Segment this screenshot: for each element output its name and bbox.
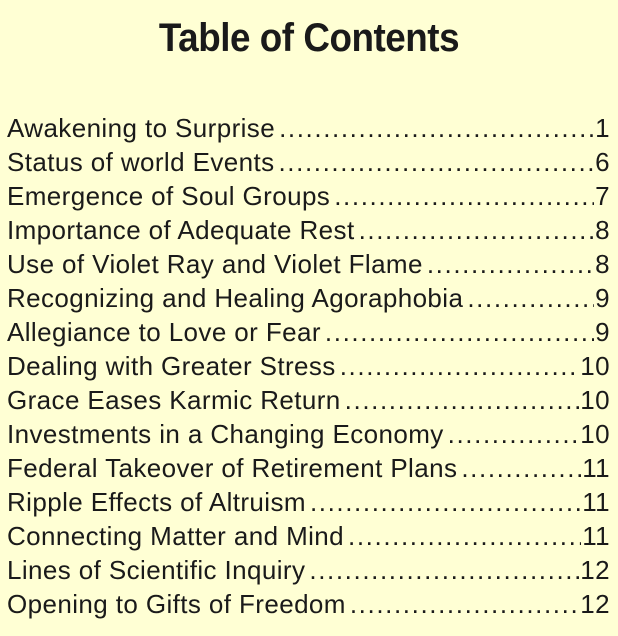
toc-entry — [7, 383, 610, 417]
dot-leader — [350, 587, 579, 621]
dot-leader — [278, 145, 594, 179]
toc-list — [7, 111, 610, 621]
dot-leader — [348, 519, 581, 553]
toc-entry-title: Emergence of Soul Groups — [7, 181, 331, 211]
toc-entry-page-number: 9 — [595, 283, 610, 313]
toc-entry — [7, 281, 610, 315]
dot-leader — [359, 213, 595, 247]
toc-entry-page-number: 10 — [580, 351, 610, 381]
toc-entry-title: Opening to Gifts of Freedom — [7, 589, 346, 619]
toc-entry — [7, 587, 610, 621]
toc-entry-page-number: 12 — [580, 555, 610, 585]
toc-entry — [7, 519, 610, 553]
toc-entry-page-number: 12 — [580, 589, 610, 619]
toc-entry-title: Dealing with Greater Stress — [7, 351, 336, 381]
dot-leader — [340, 349, 580, 383]
toc-entry-page-number: 8 — [595, 249, 610, 279]
toc-entry-page-number: 1 — [595, 113, 610, 143]
toc-entry — [7, 315, 610, 349]
toc-entry-page-number: 7 — [595, 181, 610, 211]
dot-leader — [461, 451, 581, 485]
page-title: Table of Contents — [158, 16, 460, 60]
toc-entry-page-number: 6 — [595, 147, 610, 177]
toc-entry — [7, 111, 610, 145]
dot-leader — [310, 485, 581, 519]
dot-leader — [334, 179, 594, 213]
toc-entry — [7, 485, 610, 519]
toc-entry-title: Ripple Effects of Altruism — [7, 487, 306, 517]
toc-entry — [7, 213, 610, 247]
dot-leader — [325, 315, 594, 349]
toc-entry-page-number: 8 — [595, 215, 610, 245]
dot-leader — [309, 553, 579, 587]
toc-entry-page-number: 11 — [582, 487, 610, 517]
toc-entry-title: Status of world Events — [7, 147, 275, 177]
toc-entry-title: Use of Violet Ray and Violet Flame — [7, 249, 423, 279]
toc-entry-title: Grace Eases Karmic Return — [7, 385, 341, 415]
toc-entry-page-number: 9 — [595, 317, 610, 347]
toc-entry-title: Awakening to Surprise — [7, 113, 276, 143]
toc-entry — [7, 247, 610, 281]
toc-entry-page-number: 10 — [580, 419, 610, 449]
toc-entry-title: Lines of Scientific Inquiry — [7, 555, 306, 585]
toc-entry — [7, 451, 610, 485]
dot-leader — [345, 383, 580, 417]
toc-entry-title: Federal Takeover of Retirement Plans — [7, 453, 458, 483]
toc-entry-title: Recognizing and Healing Agoraphobia — [7, 283, 464, 313]
toc-entry — [7, 417, 610, 451]
dot-leader — [448, 417, 580, 451]
toc-entry — [7, 349, 610, 383]
dot-leader — [467, 281, 594, 315]
dot-leader — [279, 111, 594, 145]
toc-entry-page-number: 10 — [580, 385, 610, 415]
toc-entry-page-number: 11 — [582, 453, 610, 483]
toc-entry — [7, 179, 610, 213]
toc-entry-title: Allegiance to Love or Fear — [7, 317, 321, 347]
toc-entry-page-number: 11 — [582, 521, 610, 551]
toc-entry-title: Connecting Matter and Mind — [7, 521, 345, 551]
toc-entry — [7, 553, 610, 587]
toc-entry-title: Investments in a Changing Economy — [7, 419, 444, 449]
dot-leader — [427, 247, 594, 281]
toc-entry-title: Importance of Adequate Rest — [7, 215, 355, 245]
toc-entry — [7, 145, 610, 179]
